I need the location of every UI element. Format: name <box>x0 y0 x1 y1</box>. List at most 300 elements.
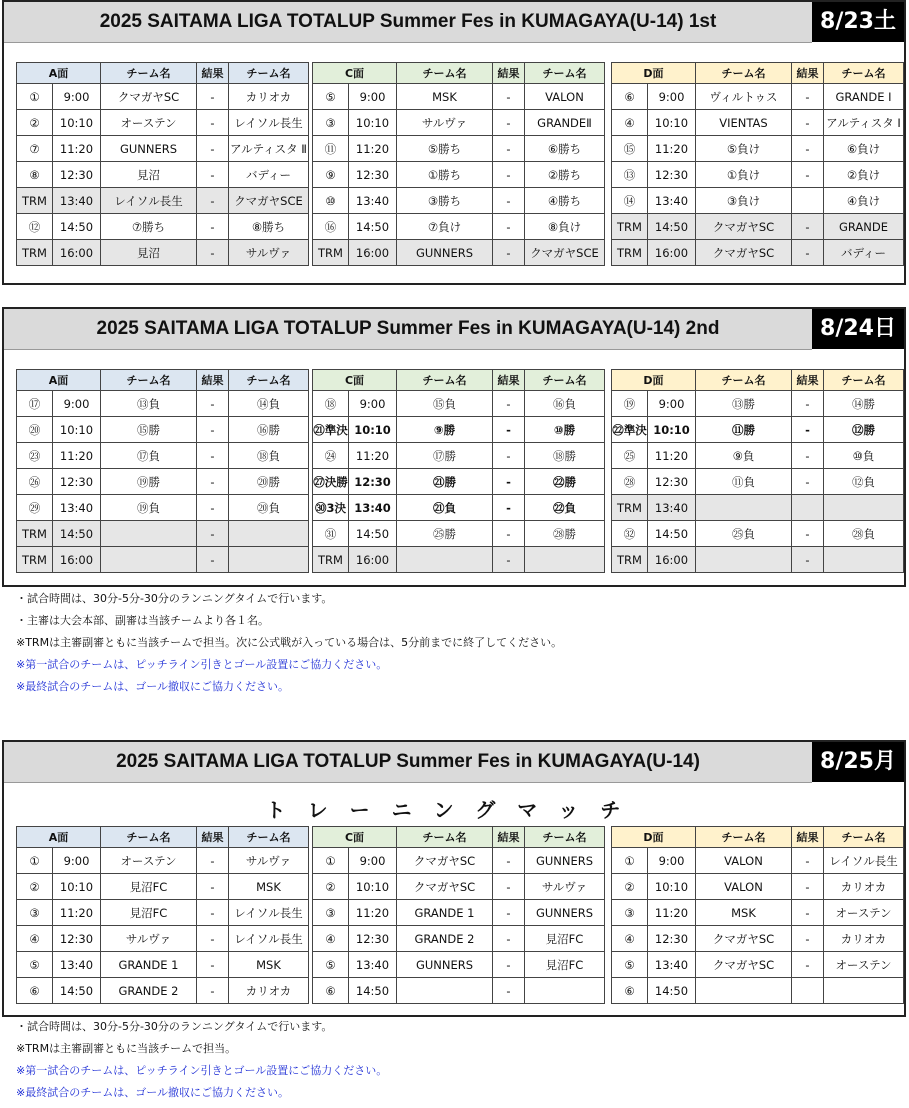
result <box>792 495 824 521</box>
away-team <box>824 978 904 1004</box>
result: - <box>197 214 229 240</box>
kickoff-time: 12:30 <box>53 926 101 952</box>
home-team: 見沼 <box>101 240 197 266</box>
result: - <box>792 417 824 443</box>
match-number: ㉛ <box>313 521 349 547</box>
home-team: オーステン <box>101 110 197 136</box>
match-number: ⑧ <box>17 162 53 188</box>
column-header: チーム名 <box>525 370 605 391</box>
day-date: 8/25月 <box>812 742 904 782</box>
kickoff-time: 13:40 <box>53 188 101 214</box>
kickoff-time: 14:50 <box>53 978 101 1004</box>
home-team: クマガヤSC <box>101 84 197 110</box>
kickoff-time: 13:40 <box>53 495 101 521</box>
home-team: ㉕負 <box>696 521 792 547</box>
kickoff-time: 13:40 <box>349 495 397 521</box>
kickoff-time: 9:00 <box>53 84 101 110</box>
column-header: チーム名 <box>696 63 792 84</box>
home-team: ⑤勝ち <box>397 136 493 162</box>
away-team: GRANDE Ⅰ <box>824 84 904 110</box>
court-table-3 <box>611 62 904 266</box>
match-number: ㉒準決 <box>612 417 648 443</box>
away-team: ⑫負 <box>824 469 904 495</box>
away-team: ②負け <box>824 162 904 188</box>
away-team: ⑩勝 <box>525 417 605 443</box>
away-team: ㉒勝 <box>525 469 605 495</box>
match-number: ⑬ <box>612 162 648 188</box>
column-header: チーム名 <box>101 827 197 848</box>
table-row <box>612 469 904 495</box>
match-number: TRM <box>17 188 53 214</box>
away-team: MSK <box>229 952 309 978</box>
training-match-subtitle: トレーニングマッチ <box>265 798 643 822</box>
table-header-row <box>313 63 605 84</box>
home-team <box>696 978 792 1004</box>
away-team: レイソル長生 <box>824 848 904 874</box>
table-row <box>313 214 605 240</box>
away-team <box>824 547 904 573</box>
match-number: ② <box>313 874 349 900</box>
table-row <box>612 214 904 240</box>
result: - <box>792 848 824 874</box>
home-team <box>101 521 197 547</box>
away-team: クマガヤSCE <box>525 240 605 266</box>
court-label: D面 <box>612 370 696 391</box>
away-team: ⑫勝 <box>824 417 904 443</box>
home-team <box>397 547 493 573</box>
home-team: MSK <box>696 900 792 926</box>
result: - <box>792 547 824 573</box>
home-team: ⑪負 <box>696 469 792 495</box>
home-team: ⑪勝 <box>696 417 792 443</box>
kickoff-time: 11:20 <box>349 136 397 162</box>
table-header-row <box>313 827 605 848</box>
court-table-2 <box>312 826 605 1004</box>
court-table-1 <box>16 826 309 1004</box>
home-team: ⑨負 <box>696 443 792 469</box>
kickoff-time: 10:10 <box>53 874 101 900</box>
away-team: レイソル長生 <box>229 926 309 952</box>
result: - <box>493 443 525 469</box>
kickoff-time: 12:30 <box>648 926 696 952</box>
table-row <box>17 443 309 469</box>
result: - <box>197 240 229 266</box>
note-line: ※最終試合のチームは、ゴール撤収にご協力ください。 <box>16 680 289 693</box>
result: - <box>493 900 525 926</box>
result: - <box>792 136 824 162</box>
match-number: TRM <box>612 547 648 573</box>
court-label: C面 <box>313 63 397 84</box>
kickoff-time: 10:10 <box>648 110 696 136</box>
home-team: GRANDE 1 <box>397 900 493 926</box>
result: - <box>197 84 229 110</box>
away-team: ④負け <box>824 188 904 214</box>
away-team: ⑧負け <box>525 214 605 240</box>
table-row <box>612 926 904 952</box>
match-number: TRM <box>17 240 53 266</box>
kickoff-time: 14:50 <box>648 978 696 1004</box>
home-team: ⑬負 <box>101 391 197 417</box>
home-team: ⑨勝 <box>397 417 493 443</box>
away-team: レイソル長生 <box>229 110 309 136</box>
away-team: ⑯負 <box>525 391 605 417</box>
table-row <box>17 495 309 521</box>
result: - <box>493 417 525 443</box>
result: - <box>493 874 525 900</box>
away-team: ⑱負 <box>229 443 309 469</box>
away-team: サルヴァ <box>229 848 309 874</box>
match-number: TRM <box>612 240 648 266</box>
home-team: ⑰勝 <box>397 443 493 469</box>
result: - <box>197 136 229 162</box>
away-team: GUNNERS <box>525 848 605 874</box>
home-team: ⑮負 <box>397 391 493 417</box>
kickoff-time: 16:00 <box>349 547 397 573</box>
kickoff-time: 14:50 <box>53 521 101 547</box>
kickoff-time: 10:10 <box>648 417 696 443</box>
result: - <box>792 162 824 188</box>
match-number: ㉙ <box>17 495 53 521</box>
column-header: チーム名 <box>229 63 309 84</box>
result: - <box>197 547 229 573</box>
table-row <box>313 84 605 110</box>
day-section-2 <box>2 307 906 587</box>
table-row <box>17 469 309 495</box>
table-row <box>612 547 904 573</box>
home-team: GRANDE 1 <box>101 952 197 978</box>
result: - <box>197 162 229 188</box>
away-team: GUNNERS <box>525 900 605 926</box>
match-number: ⑫ <box>17 214 53 240</box>
away-team: ④勝ち <box>525 188 605 214</box>
table-row <box>612 521 904 547</box>
match-number: ④ <box>612 110 648 136</box>
table-row <box>313 240 605 266</box>
home-team: クマガヤSC <box>397 874 493 900</box>
table-row <box>17 952 309 978</box>
away-team: レイソル長生 <box>229 900 309 926</box>
home-team: GUNNERS <box>397 952 493 978</box>
match-number: ⑥ <box>313 978 349 1004</box>
table-header-row <box>612 827 904 848</box>
result: - <box>493 978 525 1004</box>
away-team: ⑭負 <box>229 391 309 417</box>
away-team: VALON <box>525 84 605 110</box>
table-row <box>313 443 605 469</box>
kickoff-time: 12:30 <box>349 162 397 188</box>
table-row <box>313 188 605 214</box>
column-header: チーム名 <box>229 370 309 391</box>
table-row <box>612 188 904 214</box>
kickoff-time: 12:30 <box>349 926 397 952</box>
kickoff-time: 11:20 <box>648 443 696 469</box>
table-row <box>313 978 605 1004</box>
court-table-1 <box>16 62 309 266</box>
home-team <box>397 978 493 1004</box>
table-row <box>17 417 309 443</box>
away-team: ㉘負 <box>824 521 904 547</box>
note-line: ※第一試合のチームは、ピッチライン引きとゴール設置にご協力ください。 <box>16 1064 388 1077</box>
result: - <box>197 417 229 443</box>
column-header: 結果 <box>493 827 525 848</box>
home-team: GRANDE 2 <box>101 978 197 1004</box>
away-team: ②勝ち <box>525 162 605 188</box>
away-team <box>229 521 309 547</box>
home-team: GUNNERS <box>397 240 493 266</box>
result: - <box>197 848 229 874</box>
match-number: ② <box>17 874 53 900</box>
away-team: カリオカ <box>229 978 309 1004</box>
away-team: バディー <box>229 162 309 188</box>
table-row <box>313 952 605 978</box>
column-header: 結果 <box>493 370 525 391</box>
match-number: ⑦ <box>17 136 53 162</box>
table-row <box>313 926 605 952</box>
result: - <box>493 214 525 240</box>
match-number: ⑯ <box>313 214 349 240</box>
match-number: ⑭ <box>612 188 648 214</box>
kickoff-time: 9:00 <box>349 84 397 110</box>
home-team: MSK <box>397 84 493 110</box>
away-team: ⑥負け <box>824 136 904 162</box>
match-number: ⑩ <box>313 188 349 214</box>
table-row <box>313 417 605 443</box>
table-header-row <box>612 370 904 391</box>
away-team: ⑧勝ち <box>229 214 309 240</box>
column-header: 結果 <box>197 63 229 84</box>
match-number: ④ <box>313 926 349 952</box>
court-label: C面 <box>313 370 397 391</box>
kickoff-time: 13:40 <box>349 188 397 214</box>
result: - <box>493 521 525 547</box>
away-team: ⑩負 <box>824 443 904 469</box>
day-title-bar <box>4 2 904 42</box>
home-team: クマガヤSC <box>696 240 792 266</box>
kickoff-time: 11:20 <box>648 900 696 926</box>
result: - <box>197 900 229 926</box>
away-team: ⑭勝 <box>824 391 904 417</box>
home-team: レイソル長生 <box>101 188 197 214</box>
home-team: ⑦負け <box>397 214 493 240</box>
column-header: チーム名 <box>824 827 904 848</box>
kickoff-time: 9:00 <box>349 848 397 874</box>
court-table-2 <box>312 369 605 573</box>
home-team: VIENTAS <box>696 110 792 136</box>
court-label: A面 <box>17 63 101 84</box>
away-team: オーステン <box>824 900 904 926</box>
note-line: ※TRMは主審副審ともに当該チームで担当。次に公式戦が入っている場合は、5分前までに終了してください。 <box>16 636 563 649</box>
note-line: ※TRMは主審副審ともに当該チームで担当。 <box>16 1042 237 1055</box>
result: - <box>792 874 824 900</box>
match-number: ⑨ <box>313 162 349 188</box>
result: - <box>493 952 525 978</box>
result: - <box>792 521 824 547</box>
home-team: ⑰負 <box>101 443 197 469</box>
match-number: ㉖ <box>17 469 53 495</box>
home-team: ⑲負 <box>101 495 197 521</box>
away-team: ⑳負 <box>229 495 309 521</box>
table-row <box>612 848 904 874</box>
column-header: 結果 <box>792 63 824 84</box>
match-number: ⑥ <box>612 978 648 1004</box>
table-row <box>17 926 309 952</box>
kickoff-time: 12:30 <box>648 162 696 188</box>
away-team: カリオカ <box>229 84 309 110</box>
home-team: ㉑勝 <box>397 469 493 495</box>
table-row <box>612 162 904 188</box>
home-team: VALON <box>696 848 792 874</box>
home-team: ㉕勝 <box>397 521 493 547</box>
column-header: チーム名 <box>696 370 792 391</box>
table-row <box>313 495 605 521</box>
column-header: チーム名 <box>101 370 197 391</box>
away-team: MSK <box>229 874 309 900</box>
match-number: TRM <box>612 495 648 521</box>
table-row <box>313 110 605 136</box>
column-header: チーム名 <box>101 63 197 84</box>
kickoff-time: 11:20 <box>349 900 397 926</box>
kickoff-time: 9:00 <box>53 848 101 874</box>
match-number: ① <box>17 84 53 110</box>
kickoff-time: 11:20 <box>53 900 101 926</box>
result: - <box>493 469 525 495</box>
result: - <box>197 443 229 469</box>
match-number: ① <box>313 848 349 874</box>
home-team <box>696 495 792 521</box>
kickoff-time: 16:00 <box>648 547 696 573</box>
result: - <box>493 926 525 952</box>
away-team <box>525 978 605 1004</box>
away-team: サルヴァ <box>229 240 309 266</box>
column-header: 結果 <box>792 827 824 848</box>
home-team: オーステン <box>101 848 197 874</box>
away-team <box>525 547 605 573</box>
result: - <box>197 110 229 136</box>
away-team: GRANDE <box>824 214 904 240</box>
away-team: サルヴァ <box>525 874 605 900</box>
table-row <box>17 848 309 874</box>
match-number: ㉔ <box>313 443 349 469</box>
table-row <box>313 469 605 495</box>
kickoff-time: 9:00 <box>349 391 397 417</box>
result: - <box>197 926 229 952</box>
day-title-bar <box>4 309 904 349</box>
match-number: ⑤ <box>313 952 349 978</box>
home-team: ①負け <box>696 162 792 188</box>
result: - <box>493 495 525 521</box>
kickoff-time: 9:00 <box>648 848 696 874</box>
home-team: サルヴァ <box>397 110 493 136</box>
result: - <box>792 391 824 417</box>
match-number: ④ <box>17 926 53 952</box>
result: - <box>792 952 824 978</box>
column-header: チーム名 <box>397 63 493 84</box>
table-row <box>612 952 904 978</box>
table-row <box>612 874 904 900</box>
away-team: カリオカ <box>824 874 904 900</box>
home-team: ⑲勝 <box>101 469 197 495</box>
kickoff-time: 10:10 <box>648 874 696 900</box>
match-number: TRM <box>313 240 349 266</box>
table-row <box>612 136 904 162</box>
home-team: GUNNERS <box>101 136 197 162</box>
note-line: ・試合時間は、30分-5分-30分のランニングタイムで行います。 <box>16 592 333 605</box>
match-number: ⑤ <box>612 952 648 978</box>
table-row <box>17 84 309 110</box>
kickoff-time: 14:50 <box>349 978 397 1004</box>
kickoff-time: 14:50 <box>53 214 101 240</box>
away-team: ⑥勝ち <box>525 136 605 162</box>
home-team: ⑬勝 <box>696 391 792 417</box>
table-row <box>313 900 605 926</box>
match-number: ③ <box>313 900 349 926</box>
kickoff-time: 16:00 <box>648 240 696 266</box>
away-team <box>229 547 309 573</box>
table-row <box>17 214 309 240</box>
table-row <box>612 443 904 469</box>
match-number: ㉗決勝 <box>313 469 349 495</box>
table-row <box>313 162 605 188</box>
result: - <box>493 547 525 573</box>
column-header: 結果 <box>493 63 525 84</box>
day-section-1 <box>2 0 906 285</box>
kickoff-time: 14:50 <box>648 214 696 240</box>
home-team: サルヴァ <box>101 926 197 952</box>
match-number: TRM <box>17 521 53 547</box>
table-row <box>612 110 904 136</box>
column-header: チーム名 <box>229 827 309 848</box>
home-team: ヴィルトゥス <box>696 84 792 110</box>
kickoff-time: 9:00 <box>648 84 696 110</box>
kickoff-time: 12:30 <box>349 469 397 495</box>
home-team: 見沼FC <box>101 874 197 900</box>
match-number: ㉘ <box>612 469 648 495</box>
match-number: ① <box>612 848 648 874</box>
match-number: TRM <box>313 547 349 573</box>
day-section-3 <box>2 740 906 1017</box>
table-row <box>313 391 605 417</box>
kickoff-time: 12:30 <box>53 162 101 188</box>
result: - <box>197 874 229 900</box>
match-number: TRM <box>17 547 53 573</box>
result <box>792 978 824 1004</box>
result: - <box>493 136 525 162</box>
away-team: 見沼FC <box>525 952 605 978</box>
result: - <box>493 391 525 417</box>
away-team: ⑱勝 <box>525 443 605 469</box>
result: - <box>493 848 525 874</box>
court-label: C面 <box>313 827 397 848</box>
column-header: チーム名 <box>824 370 904 391</box>
kickoff-time: 10:10 <box>53 417 101 443</box>
court-table-3 <box>611 826 904 1004</box>
result <box>792 188 824 214</box>
match-number: ㉚3決 <box>313 495 349 521</box>
result: - <box>493 162 525 188</box>
away-team: ㉘勝 <box>525 521 605 547</box>
home-team: ③勝ち <box>397 188 493 214</box>
day-title-bar <box>4 742 904 782</box>
kickoff-time: 13:40 <box>349 952 397 978</box>
table-header-row <box>17 827 309 848</box>
match-number: ④ <box>612 926 648 952</box>
table-row <box>612 417 904 443</box>
table-row <box>17 874 309 900</box>
result: - <box>792 900 824 926</box>
home-team: GRANDE 2 <box>397 926 493 952</box>
match-number: ㉕ <box>612 443 648 469</box>
table-header-row <box>17 63 309 84</box>
